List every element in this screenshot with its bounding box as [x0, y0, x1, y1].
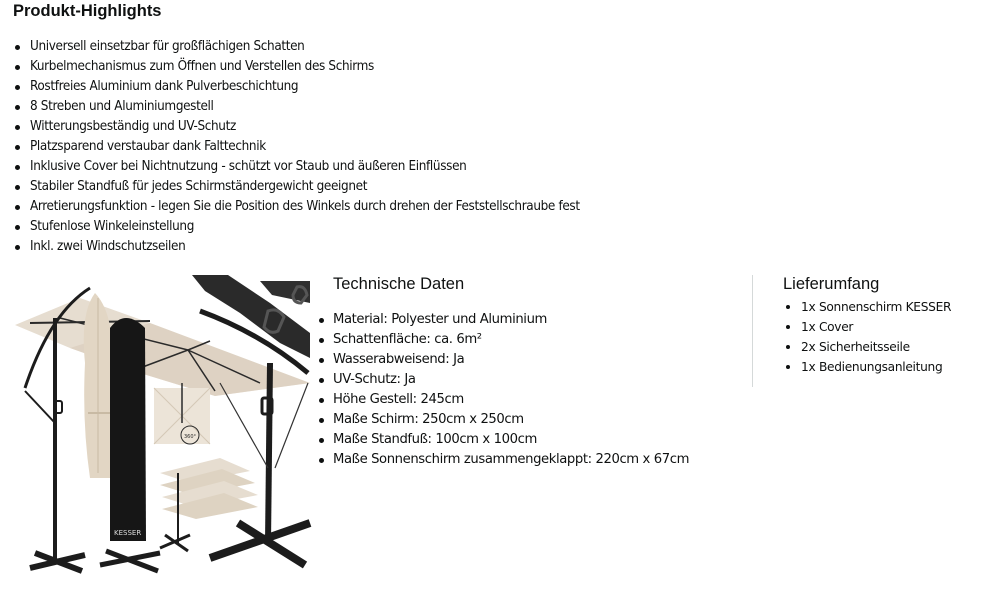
- delivery-item: 2x Sicherheitsseile: [786, 337, 951, 357]
- technical-data-list: [318, 310, 689, 470]
- product-image: [10, 273, 312, 579]
- delivery-item: 1x Sonnenschirm KESSER: [786, 297, 951, 317]
- technical-data-item: Schattenfläche: ca. 6m²: [318, 330, 689, 350]
- highlight-item: Rostfreies Aluminium dank Pulverbeschichtung: [15, 77, 580, 97]
- delivery-contents-list: [786, 297, 951, 377]
- highlight-item: Witterungsbeständig und UV-Schutz: [15, 117, 580, 137]
- svg-text:360°: 360°: [184, 434, 197, 440]
- delivery-item: 1x Cover: [786, 317, 951, 337]
- column-divider: [752, 275, 753, 387]
- technical-data-item: Wasserabweisend: Ja: [318, 350, 689, 370]
- technical-data-item: Material: Polyester und Aluminium: [318, 310, 689, 330]
- delivery-item: 1x Bedienungsanleitung: [786, 357, 951, 377]
- highlight-item: Inkl. zwei Windschutzseilen: [15, 237, 580, 257]
- highlight-item: Arretierungsfunktion - legen Sie die Position des Winkels durch drehen der Feststellschraube fest: [15, 197, 580, 217]
- technical-data-item: Höhe Gestell: 245cm: [318, 390, 689, 410]
- highlight-item: Kurbelmechanismus zum Öffnen und Verstellen des Schirms: [15, 57, 580, 77]
- technical-data-item: Maße Schirm: 250cm x 250cm: [318, 410, 689, 430]
- delivery-contents-title: Lieferumfang: [783, 275, 880, 293]
- highlight-item: Stabiler Standfuß für jedes Schirmständergewicht geeignet: [15, 177, 580, 197]
- highlight-item: Stufenlose Winkeleinstellung: [15, 217, 580, 237]
- highlights-list: [15, 37, 580, 257]
- technical-data-item: Maße Standfuß: 100cm x 100cm: [318, 430, 689, 450]
- technical-data-item: UV-Schutz: Ja: [318, 370, 689, 390]
- highlight-item: 8 Streben und Aluminiumgestell: [15, 97, 580, 117]
- technical-data-item: Maße Sonnenschirm zusammengeklappt: 220cm x 67cm: [318, 450, 689, 470]
- highlight-item: Platzsparend verstaubar dank Falttechnik: [15, 137, 580, 157]
- svg-text:KESSER: KESSER: [114, 529, 142, 537]
- highlights-title: Produkt-Highlights: [13, 2, 162, 20]
- highlight-item: Inklusive Cover bei Nichtnutzung - schützt vor Staub und äußeren Einflüssen: [15, 157, 580, 177]
- highlight-item: Universell einsetzbar für großflächigen Schatten: [15, 37, 580, 57]
- technical-data-title: Technische Daten: [333, 275, 465, 293]
